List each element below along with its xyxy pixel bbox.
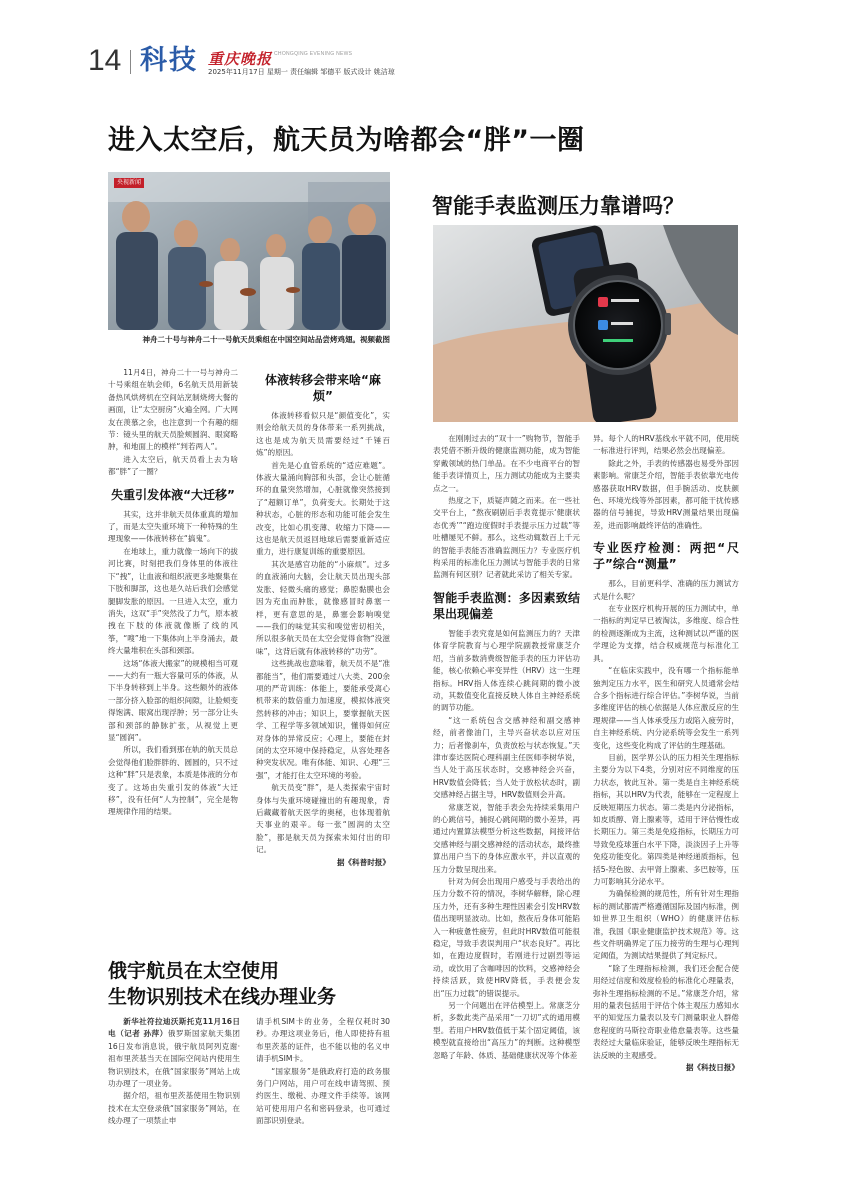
article2-paragraph: 异。每个人的HRV基线水平就不同，使用统一标准进行评判，结果必然会出现偏差。 <box>593 434 739 456</box>
article2-paragraph: 在刚刚过去的“双十一”购物节，智能手表凭借不断升级的健康监测功能，成为智能穿戴领域的热门单品。在不少电商平台的智能手表详情页上，压力测试功能成为主要卖点之一。 <box>433 434 580 493</box>
article2-paragraph: 热度之下，质疑声随之而来。在一些社交平台上，“熬夜刷剧后手表竟提示‘健康状态优秀’”“跑边度假时手表提示压力过载”等吐槽屡见不鲜。那么，这些动辄数百上千元的智能手表能否准确监测压力？专业医疗机构采用的标准化压力测试与智能手表的日常监测有何区别？记者就此采访了相关专家。 <box>433 496 580 580</box>
article2-subhead-1: 智能手表监测：多因素致结果出现偏差 <box>433 590 580 621</box>
article1-source: 据《科普时报》 <box>336 857 390 867</box>
article3-headline <box>108 958 336 1010</box>
article3-headline-line1: 俄宇航员在太空使用 <box>108 960 280 982</box>
article2-paragraph: 除此之外，手表的传感器也易受外部因素影响。常康芝介绍，智能手表依靠光电传感器获取HRV数据，但手腕活动、皮肤颜色、环境光线等外部因素，都可能干扰传感器的信号捕捉，导致HRV测量结果出现偏差，进而影响最终评估的准确性。 <box>593 458 739 530</box>
article3-paragraph: “国家服务”是俄政府打造的政务服务门户网站，用户可在线申请驾照、预约医生、缴税、办理文件手续等。该网站可使用用户名和密码登录，也可通过面部识别登录。 <box>256 1066 390 1126</box>
article3-column-2 <box>256 1016 390 1128</box>
article1-column-1 <box>108 367 238 819</box>
article2-paragraph: “这一系统包含交感神经和副交感神经，前者像油门，主导兴奋状态以应对压力；后者像刹车，负责放松与状态恢复。”天津市泰达医院心理科副主任医师李树华说，当人处于高压状态时，交感神经会兴奋，HRV数值会降低；当人处于放松状态时，副交感神经占据主导，HRV数值则会升高。 <box>433 715 580 800</box>
article3-paragraph: 请手机SIM卡的业务，全程仅耗时30秒。办理这项业务后，他人即使持有祖布里茨基的证件，也不能以他的名义申请手机SIM卡。 <box>256 1017 390 1064</box>
article2-source: 据《科技日报》 <box>685 1063 739 1073</box>
article1-column-2 <box>256 372 390 869</box>
photo-caption: 神舟二十号与神舟二十一号航天员乘组在中国空间站品尝烤鸡翅。视频截图 <box>142 335 390 344</box>
astronauts-photo-illustration <box>108 172 390 330</box>
masthead-divider <box>130 50 131 74</box>
article1-paragraph: 其次是感官功能的“小麻烦”。过多的血液涌向大脑，会让航天员出现头部发胀、轻微头痛的感觉；鼻腔黏膜也会因为充血而肿胀，就像感冒时鼻塞一样，更有意思的是，鼻塞会影响嗅觉——我们的味觉其实和嗅觉密切相关，所以很多航天员在太空会觉得食物“没滋味”，这背后就有体液转移的“功劳”。 <box>256 559 390 656</box>
dateline: 2025年11月17日 星期一 责任编辑 邹德平 版式设计 姚洁琼 <box>208 68 395 76</box>
article2-column-2 <box>593 433 739 1075</box>
article2-paragraph: 目前，医学界公认的压力相关生理指标主要分为以下4类，分别对应不同维度的压力状态，彼此互补。第一类是自主神经系统指标，其以HRV为代表，能够在一定程度上反映短期压力状态。第二类是内分泌指标，如皮质醇、肾上腺素等，适用于评估慢性或长期压力。第三类是免疫指标，长期压力可导致免疫球蛋白水平下降，淡淡因子上升等免疫功能变化。第四类是神经递质指标，包括5-羟色胺、去甲肾上腺素、多巴胺等，压力可影响其分泌水平。 <box>593 752 739 886</box>
article1-paragraph: 体液转移看似只是“颜值变化”，实则会给航天员的身体带来一系列挑战，这也是成为航天员需要经过“千锤百炼”的原因。 <box>256 411 390 458</box>
cctv-news-badge: 央视新闻 <box>114 178 144 188</box>
article2-column-1 <box>433 433 580 1062</box>
article2-paragraph: 智能手表究竟是如何监测压力的？天津体育学院教育与心理学院副教授常康芝介绍，当前多数消费级智能手表的压力评估功能，核心依赖心率变异性（HRV）这一生理指标。HRV指人体连续心跳间期的微小波动，其数值变化直接反映人体自主神经系统的调节功能。 <box>433 628 580 713</box>
newspaper-logo-en: CHONGQING EVENING NEWS <box>274 51 353 57</box>
article3-headline-line2: 生物识别技术在线办理业务 <box>108 986 337 1008</box>
section-title: 科技 <box>140 45 198 76</box>
article1-paragraph: 在地球上，重力就像一场向下的拔河比赛，时刻把我们身体里的体液往下“拽”，让血液和组织液更多地聚集在下肢和脚部，这也是久站后我们会感觉腿脚发胀的原因。一旦进入太空，重力消失，这双“手”突然没了力气，原本被拽在下肢的体液就像断了线的风筝，“嗖”地一下集体向上半身涌去，最终大量堆积在头部和颈部。 <box>108 546 238 656</box>
article1-paragraph: 首先是心血管系统的“适应难题”。体液大量涌向胸部和头部，会让心脏循环的血量突然增加，心脏就像突然接到了“超额订单”，负荷变大。长期处于这种状态，心脏的形态和功能可能会发生改变，比如心肌变薄、收缩力下降——这也是航天员返回地球后需要重新适应重力，进行康复训练的重要原因。 <box>256 460 390 557</box>
article1-headline: 进入太空后，航天员为啥都会“胖”一圈 <box>108 125 585 156</box>
article1-paragraph: 11月4日，神舟二十一号与神舟二十号乘组在轨会师，6名航天员用新装备热风烘烤机在空间站烹制烧烤大餐的画面，让“太空厨房”火遍全网。广大网友在羡慕之余，也注意到一个有趣的细节：镜头里的航天员脸颊圆润、眼窝略肿，和地面上的模样“判若两人”。 <box>108 368 238 452</box>
article1-paragraph: 所以，我们看到那在轨的航天员总会觉得他们脸胖胖的、圆圆的，只不过这种“胖”只是表象，本质是体液的分布变了。这场由失重引发的体液“大迁移”，没有任何“人为控制”，完全是物理规律作用的结果。 <box>108 745 238 817</box>
smartwatch-photo <box>433 225 738 422</box>
article2-paragraph: 在专业医疗机构开展的压力测试中，单一指标的判定早已被淘汰，多维度、综合性的检测逐渐成为主流，这种测试以严谨的医学理论为支撑，结合权威规范与标准化工具。 <box>593 604 739 663</box>
article2-paragraph: 那么，目前更科学、准确的压力测试方式是什么呢？ <box>593 579 739 601</box>
astronauts-photo <box>108 172 390 330</box>
article2-paragraph: 常康芝说，智能手表会先持续采集用户的心跳信号，捕捉心跳间期的微小差异，再通过内置算法模型分析这些数据，间接评估交感神经与副交感神经的活动状态，最终推算出用户当下的身体应激水平，并以直观的压力分数呈现出来。 <box>433 802 580 874</box>
article2-headline: 智能手表监测压力靠谱吗？ <box>432 194 684 218</box>
article2-paragraph: 针对为何会出现用户感受与手表给出的压力分数不符的情况，李树华解释，除心理压力外，还有多种生理性因素会引发HRV数值出现明显波动。比如，熬夜后身体可能陷入一种疲惫性疲劳，但此时HRV数值可能很稳定，导致手表误判用户“状态良好”。再比如，在跑边度假时，若刚进行过剧烈等运动，或饮用了含咖啡因的饮料，交感神经会持续活跃，致使HRV降低，手表便会发出“压力过载”的错误提示。 <box>433 877 580 998</box>
article1-paragraph: 这场“体液大搬家”的规模相当可观——大约有一瓶大容量可乐的体液，从下半身转移到上半身。这些额外的液体一部分挤入脸部的组织间隙，让脸颊变得饱满、眼窝出现浮肿；另一部分让头部和颈部的静脉扩张，从视觉上更显“圆润”。 <box>108 658 238 742</box>
article3-paragraph: 俄罗斯国家航天集团16日发布消息说，俄宇航员阿列克谢·祖布里茨基当天在国际空间站内使用生物识别技术，在俄“国家服务”网站上成功办理了一项业务。 <box>108 1029 240 1089</box>
newspaper-logo: 重庆晚报 <box>208 50 273 68</box>
article3-column-1 <box>108 1016 240 1128</box>
article1-paragraph: 进入太空后，航天员看上去为啥都“胖”了一圈？ <box>108 454 238 477</box>
article2-subhead-2: 专业医疗检测：两把“尺子”综合“测量” <box>593 541 739 572</box>
page-number: 14 <box>88 44 122 77</box>
smartwatch-illustration <box>433 225 738 422</box>
article1-paragraph: 航天员变“胖”，是人类探索宇宙时身体与失重环境碰撞出的有趣现象，背后藏藏着航天医学的奥秘，也体现着航天事业的艰辛。每一张“圆润的太空脸”，都是航天员为探索未知付出的印记。 <box>256 783 390 855</box>
article3-lede: 新华社符拉迪沃斯托克11月16日电（记者 孙萍） <box>108 1017 240 1039</box>
article1-subhead-1: 失重引发体液“大迁移” <box>111 487 235 502</box>
article2-paragraph: “在临床实践中，没有哪一个指标能单独判定压力水平，医生和研究人员通常会结合多个指标进行综合评估。”李树华说，当前多维度评估的核心依据是人体应激反应的生理规律——当人体承受压力或陷入疲劳时，自主神经系统、内分泌系统等会发生一系列变化，这些变化构成了评估的生理基础。 <box>593 666 739 750</box>
article1-paragraph: 这些挑战也意味着，航天员不是“准都能当”，他们需要通过八大类、200余项的严苛训练：体能上，要能承受离心机带来的数倍重力加速度，模拟体液突然转移的冲击；知识上，要掌握航天医学、工程学等多领域知识，懂得如何应对身体的异常反应；心理上，要能在封闭的太空环境中保持稳定，从容处理各种突发状况。唯有体能、知识、心理“三强”，才能打住太空环境的考验。 <box>256 659 390 780</box>
article2-paragraph: 为确保检测的规范性，所有针对生理指标的测试都需严格遵循国际及国内标准，例如世界卫生组织（WHO）的健康评估标准，我国《职业健康监护技术规范》等。这些文件明确界定了压力接劳的生理与心理判定阈值，为测试结果提供了判定标尺。 <box>593 889 739 961</box>
article3-paragraph: 据介绍，祖布里茨基使用生物识别技术在太空登录俄“国家服务”网站，在线办理了一项禁止申 <box>108 1091 240 1126</box>
article2-paragraph: “除了生理指标检测，我们还会配合使用经过信度和效度检验的标准化心理量表，弥补生理指标检测的不足。”常康芝介绍，常用的量表包括用于评估个体主观压力感知水平的知觉压力量表以及专门测量职业人群倦怠程度的马斯拉奇职业倦怠量表等。这些量表经过大量临床验证，能够反映生理指标无法反映的主观感受。 <box>593 963 739 1060</box>
masthead <box>88 42 788 80</box>
article1-paragraph: 其实，这并非航天员体重真的增加了，而是太空失重环境下一种特殊的生理现象——体液转移在“搞鬼”。 <box>108 509 238 544</box>
article1-subhead-2: 体液转移会带来啥“麻烦” <box>265 373 381 403</box>
article2-paragraph: 另一个问题出在评估模型上。常康芝分析，多数此类产品采用“一刀切”式的通用模型。若用户HRV数值低于某个固定阈值，该模型就直接给出“高压力”的判断。这种模型忽略了年龄、体质、基础健康状况等个体差 <box>433 1001 580 1060</box>
